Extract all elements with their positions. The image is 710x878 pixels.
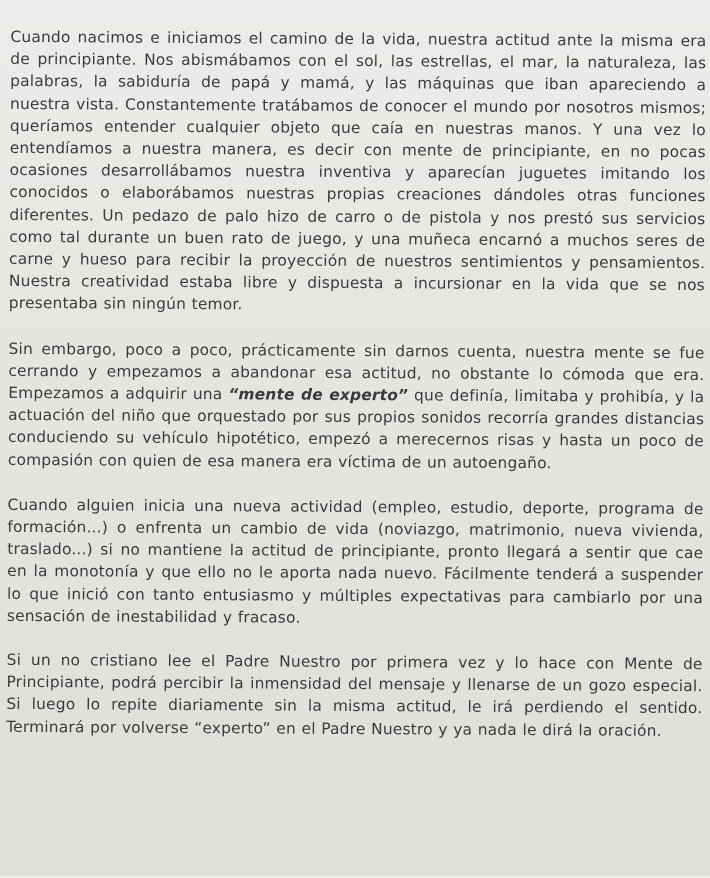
paragraph-2-text-after: que definía, limitaba y prohibía, y la actuación del niño que orquestado por sus propios sonidos recorría grandes distancias conduciendo su vehículo hipotético, empezó a merecernos risas y hasta un poco de compasión con quien de esa manera era víctima de un autoengaño. <box>7 386 705 472</box>
paragraph-2-text-before: Sin embargo, poco a poco, prácticamente sin darnos cuenta, nuestra mente se fue cerrando y empezamos a abandonar esa actitud, no obstante lo cómoda que era. Empezamos a adquirir una <box>8 339 705 404</box>
paragraph-3: Cuando alguien inicia una nueva actividad (empleo, estudio, deporte, programa de formación...) o enfrenta un cambio de vida (noviazgo, matrimonio, nueva vivienda, traslado...) si no mantiene la actitud de principiante, pronto llegará a sentir que cae en la monotonía y que ello no le aporta nada nuevo. Fácilmente tenderá a suspender lo que inició con tanto entusiasmo y múltiples expectativas para cambiarlo por una sensación de inestabilidad y fracaso. <box>6 495 704 627</box>
paragraph-2 <box>8 338 705 475</box>
paragraph-4: Si un no cristiano lee el Padre Nuestro por primera vez y lo hace con Mente de Principiante, podrá percibir la inmensidad del mensaje y llenarse de un gozo especial. Si luego lo repite diariamente sin la misma actitud, le irá perdiendo el sentido. Terminará por volverse “experto” en el Padre Nuestro y ya nada le dirá la oración. <box>6 650 703 740</box>
mente-de-experto-emphasis: “mente de experto” <box>228 385 409 405</box>
paragraph-1: Cuando nacimos e iniciamos el camino de la vida, nuestra actitud ante la misma era de principiante. Nos abismábamos con el sol, las estrellas, el mar, la naturaleza, las palabras, la sabiduría de papá y mamá, y las máquinas que iban apareciendo a nuestra vista. Constantemente tratábamos de conocer el mundo por nosotros mismos; queríamos entender cualquier objeto que caía en nuestras manos. Y una vez lo entendíamos a nuestra manera, es decir con mente de principiante, en no pocas ocasiones desarrollábamos nuestra inventiva y aparecían juguetes imitando los conocidos o elaborábamos nuestras propias creaciones dándoles otras funciones diferentes. Un pedazo de palo hizo de carro o de pistola y nos prestó sus servicios como tal durante un buen rato de juego, y una muñeca encarnó a muchos seres de carne y hueso para recibir la proyección de nuestros sentimientos y pensamientos. Nuestra creatividad estaba libre y dispuesta a incursionar en la vida que se nos presentaba sin ningún temor. <box>8 27 707 314</box>
